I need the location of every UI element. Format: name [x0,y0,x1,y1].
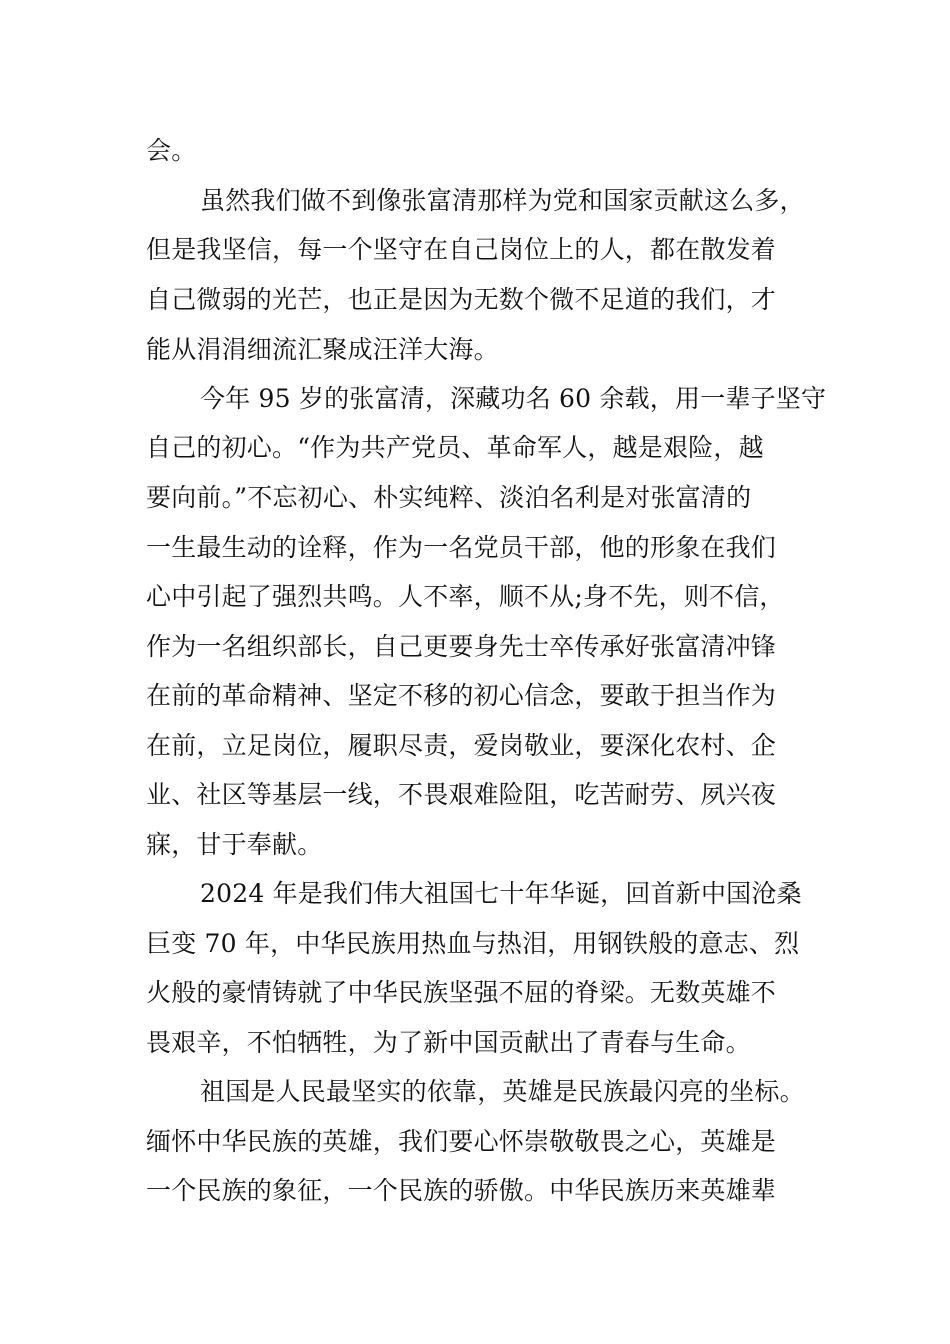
text-line-2: 虽然我们做不到像张富清那样为党和国家贡献这么多， [200,186,805,215]
text-line-15: 寐，甘于奉献。 [146,830,323,859]
text-line-8: 要向前。”不忘初心、朴实纯粹、淡泊名利是对张富清的 [146,483,752,512]
text-line-3: 但是我坚信，每一个坚守在自己岗位上的人，都在散发着 [146,235,777,264]
text-line-1: 会。 [146,136,197,165]
text-line-12: 在前的革命精神、坚定不移的初心信念，要敢于担当作为 [146,681,777,710]
text-line-20: 祖国是人民最坚实的依靠，英雄是民族最闪亮的坐标。 [200,1077,805,1106]
text-line-16: 2024 年是我们伟大祖国七十年华诞，回首新中国沧桑 [200,879,802,908]
text-line-5: 能从涓涓细流汇聚成汪洋大海。 [146,335,499,364]
text-line-4: 自己微弱的光芒，也正是因为无数个微不足道的我们，才 [146,285,777,314]
text-line-6: 今年 95 岁的张富清，深藏功名 60 余载，用一辈子坚守 [200,384,827,413]
text-line-9: 一生最生动的诠释，作为一名党员干部，他的形象在我们 [146,533,777,562]
text-line-13: 在前，立足岗位，履职尽责，爱岗敬业，要深化农村、企 [146,731,777,760]
text-line-22: 一个民族的象征，一个民族的骄傲。中华民族历来英雄辈 [146,1176,777,1205]
text-line-11: 作为一名组织部长，自己更要身先士卒传承好张富清冲锋 [146,632,777,661]
text-line-7: 自己的初心。“作为共产党员、革命军人，越是艰险，越 [146,433,764,462]
text-line-17: 巨变 70 年，中华民族用热血与热泪，用钢铁般的意志、烈 [146,929,800,958]
text-line-18: 火般的豪情铸就了中华民族坚强不屈的脊梁。无数英雄不 [146,978,777,1007]
text-line-14: 业、社区等基层一线，不畏艰难险阻，吃苦耐劳、夙兴夜 [146,780,777,809]
text-line-19: 畏艰辛，不怕牺牲，为了新中国贡献出了青春与生命。 [146,1028,751,1057]
text-line-21: 缅怀中华民族的英雄，我们要心怀崇敬敬畏之心，英雄是 [146,1127,777,1156]
text-line-10: 心中引起了强烈共鸣。人不率，顺不从;身不先，则不信， [146,582,785,611]
